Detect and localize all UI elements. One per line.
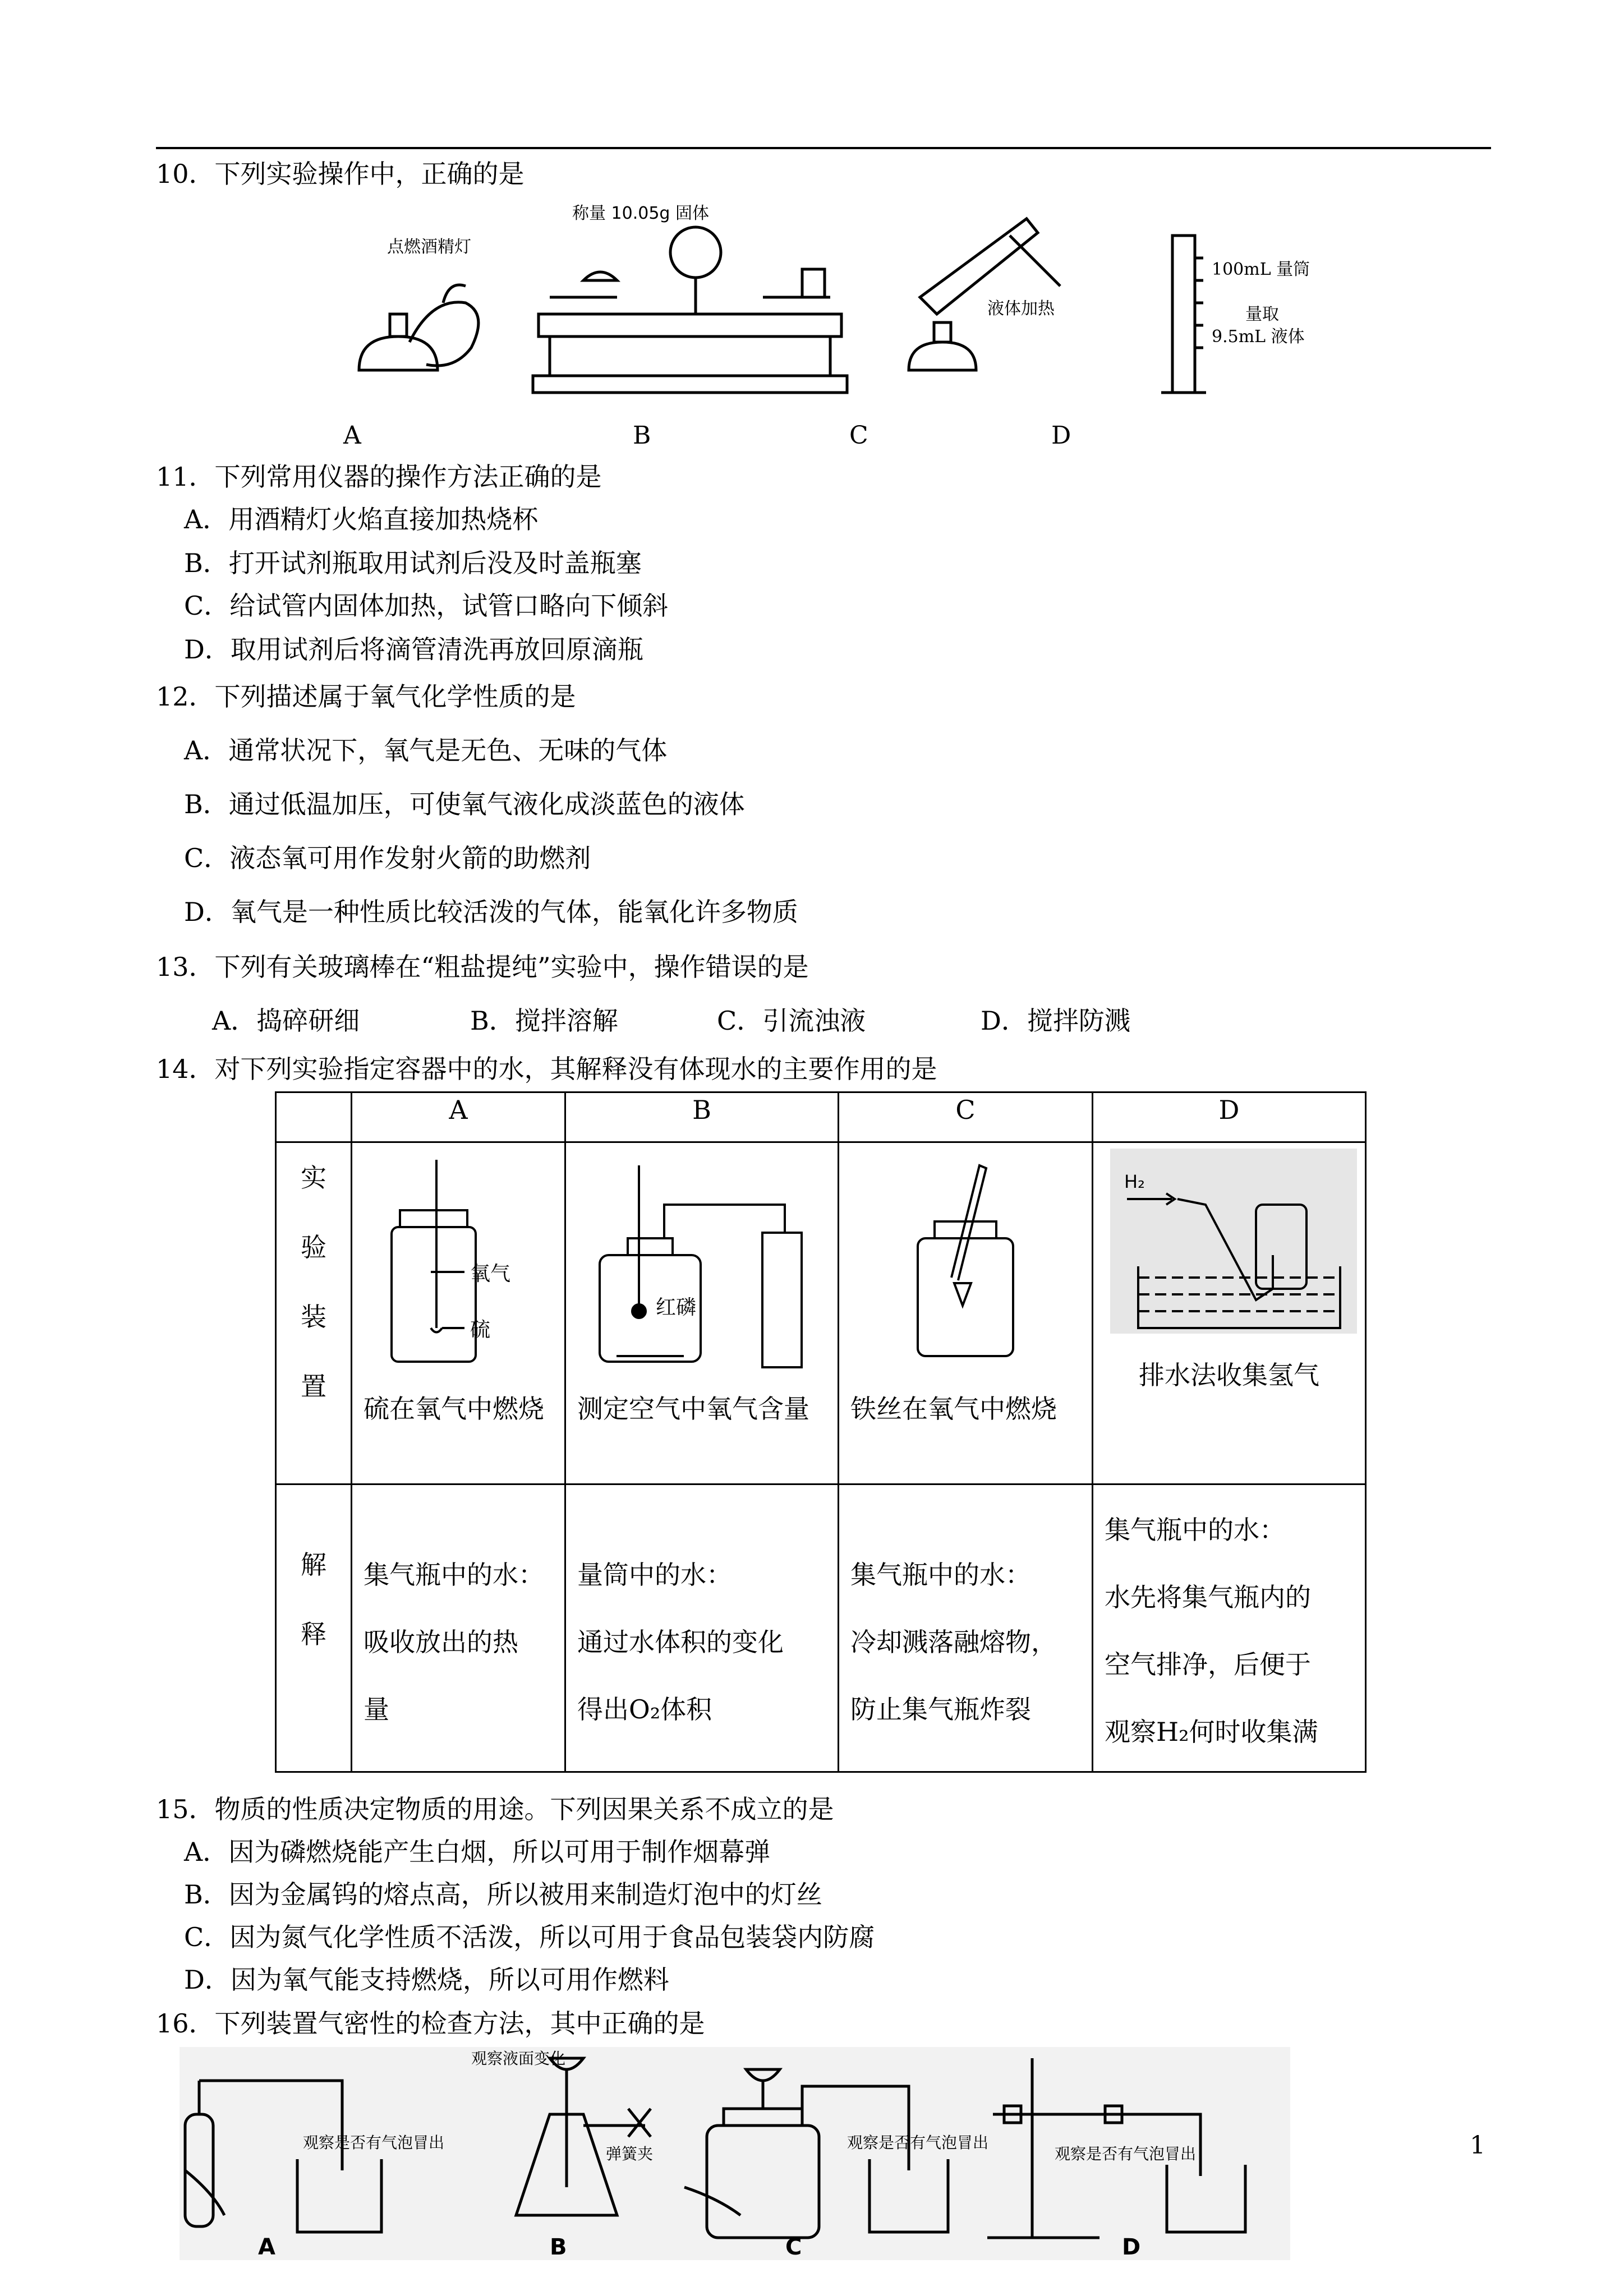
iron-wire-combustion-icon xyxy=(839,1143,1092,1390)
q13-option-c[interactable]: C．引流浊液 xyxy=(717,1006,866,1036)
q14-cell-b-apparatus xyxy=(565,1142,839,1484)
q14-exp-c-name: 铁丝在氧气中燃烧 xyxy=(850,1394,1057,1424)
q14-cell-d-apparatus xyxy=(1093,1142,1366,1484)
q15-option-b[interactable]: B．因为金属钨的熔点高，所以被用来制造灯泡中的灯丝 xyxy=(184,1879,822,1910)
q14-explanation-b: 量筒中的水： 通过水体积的变化 得出O₂体积 xyxy=(565,1484,839,1772)
q14-explanation-d: 集气瓶中的水： 水先将集气瓶内的 空气排净，后便于 观察H₂何时收集满 xyxy=(1093,1484,1366,1772)
q14-header-d: D xyxy=(1093,1092,1366,1142)
q11-option-d[interactable]: D．取用试剂后将滴管清洗再放回原滴瓶 xyxy=(184,634,643,665)
svg-text:弹簧夹: 弹簧夹 xyxy=(606,2145,654,2163)
test-tube-heating-icon xyxy=(909,219,1060,370)
svg-text:观察液面变化: 观察液面变化 xyxy=(471,2049,566,2068)
q13-option-b[interactable]: B．搅拌溶解 xyxy=(470,1006,618,1036)
q16-option-c: C xyxy=(785,2234,802,2260)
q14-cell-c-apparatus xyxy=(839,1142,1093,1484)
q10-stem: 10．下列实验操作中，正确的是 xyxy=(156,159,525,189)
q14-exp-d-name: 排水法收集氢气 xyxy=(1139,1360,1319,1390)
q14-explanation-c: 集气瓶中的水： 冷却溅落融熔物， 防止集气瓶炸裂 xyxy=(839,1484,1093,1772)
q14-cell-a-apparatus xyxy=(352,1142,565,1484)
q10-option-c[interactable]: C xyxy=(849,421,868,450)
page-number: 1 xyxy=(1470,2131,1485,2160)
q11-option-a[interactable]: A．用酒精灯火焰直接加热烧杯 xyxy=(184,504,539,534)
q10-option-d[interactable]: D xyxy=(1051,421,1071,450)
q13-option-a[interactable]: A．捣碎研细 xyxy=(212,1006,360,1036)
q14-header-c: C xyxy=(839,1092,1093,1142)
alcohol-lamp-icon xyxy=(359,285,479,370)
q16-option-d: D xyxy=(1122,2234,1141,2260)
q10-option-a[interactable]: A xyxy=(343,421,361,450)
q10-option-b[interactable]: B xyxy=(633,421,651,450)
q14-header-b: B xyxy=(565,1092,839,1142)
q11-stem: 11．下列常用仪器的操作方法正确的是 xyxy=(156,462,602,492)
q15-option-d[interactable]: D．因为氧气能支持燃烧，所以可用作燃料 xyxy=(184,1965,669,1995)
q10-label-c: 液体加热 xyxy=(987,299,1055,319)
svg-text:硫: 硫 xyxy=(470,1318,491,1341)
q14-row1-label: 实验装置 xyxy=(276,1142,352,1484)
q13-stem: 13．下列有关玻璃棒在“粗盐提纯”实验中，操作错误的是 xyxy=(156,952,809,982)
q14-row2-label: 解释 xyxy=(276,1484,352,1772)
q16-option-b: B xyxy=(550,2234,567,2260)
svg-text:氧气: 氧气 xyxy=(470,1262,511,1285)
q12-option-d[interactable]: D．氧气是一种性质比较活泼的气体，能氧化许多物质 xyxy=(184,897,798,927)
q11-option-b[interactable]: B．打开试剂瓶取用试剂后没及时盖瓶塞 xyxy=(184,548,642,578)
q14-header-a: A xyxy=(352,1092,565,1142)
q10-label-d1: 100mL 量筒 xyxy=(1212,260,1310,279)
q14-exp-b-name: 测定空气中氧气含量 xyxy=(577,1394,809,1424)
q11-option-c[interactable]: C．给试管内固体加热，试管口略向下倾斜 xyxy=(184,591,669,621)
graduated-cylinder-icon xyxy=(1161,236,1206,393)
q10-figure xyxy=(337,202,1402,404)
q14-table xyxy=(275,1091,1367,1773)
q16-stem: 16．下列装置气密性的检查方法，其中正确的是 xyxy=(156,2008,705,2039)
q16-figure xyxy=(180,2047,1290,2260)
q14-explanation-a: 集气瓶中的水： 吸收放出的热 量 xyxy=(352,1484,565,1772)
svg-text:观察是否有气泡冒出: 观察是否有气泡冒出 xyxy=(847,2133,989,2152)
oxygen-content-apparatus-icon xyxy=(566,1143,838,1390)
q14-header-blank xyxy=(276,1092,352,1142)
svg-text:H₂: H₂ xyxy=(1124,1171,1145,1192)
q13-option-d[interactable]: D．搅拌防溅 xyxy=(981,1006,1130,1036)
q15-stem: 15．物质的性质决定物质的用途。下列因果关系不成立的是 xyxy=(156,1794,834,1824)
q15-option-c[interactable]: C．因为氮气化学性质不活泼，所以可用于食品包装袋内防腐 xyxy=(184,1922,875,1952)
balance-icon xyxy=(533,227,847,393)
q10-label-a: 点燃酒精灯 xyxy=(387,237,471,257)
q10-label-d2: 量取 xyxy=(1245,305,1279,324)
header-rule xyxy=(156,147,1491,149)
q10-label-b: 称量 10.05g 固体 xyxy=(572,204,709,223)
q15-option-a[interactable]: A．因为磷燃烧能产生白烟，所以可用于制作烟幕弹 xyxy=(184,1837,771,1867)
q12-option-a[interactable]: A．通常状况下，氧气是无色、无味的气体 xyxy=(184,735,668,766)
hydrogen-water-collection-icon xyxy=(1093,1143,1365,1345)
svg-text:红磷: 红磷 xyxy=(656,1296,697,1319)
q14-exp-a-name: 硫在氧气中燃烧 xyxy=(364,1394,544,1424)
q14-stem: 14．对下列实验指定容器中的水，其解释没有体现水的主要作用的是 xyxy=(156,1054,937,1084)
sulfur-combustion-icon xyxy=(352,1143,564,1390)
q10-label-d3: 9.5mL 液体 xyxy=(1212,327,1305,347)
svg-text:观察是否有气泡冒出: 观察是否有气泡冒出 xyxy=(303,2133,445,2152)
q12-stem: 12．下列描述属于氧气化学性质的是 xyxy=(156,681,576,712)
q12-option-b[interactable]: B．通过低温加压，可使氧气液化成淡蓝色的液体 xyxy=(184,789,745,819)
q12-option-c[interactable]: C．液态氧可用作发射火箭的助燃剂 xyxy=(184,843,591,873)
q16-option-a: A xyxy=(258,2234,275,2260)
svg-text:观察是否有气泡冒出: 观察是否有气泡冒出 xyxy=(1055,2145,1197,2163)
